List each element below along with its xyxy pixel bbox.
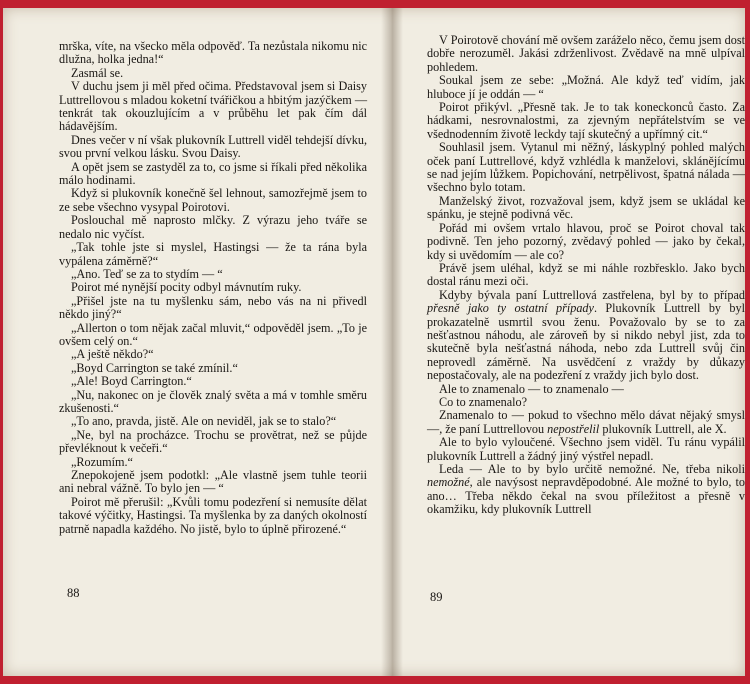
paragraph: Leda — Ale to by bylo určitě nemožné. Ne, třeba nikoli nemožné, ale navýsost nepravděpodobné. Ale možné to bylo, to ano… Třeba někdo čekal na svou příležitost a přesně v okamžiku, kdy plukovník Luttrell [427, 462, 745, 517]
paragraph: „Rozumím.“ [71, 454, 133, 469]
paragraph: „To ano, pravda, jistě. Ale on neviděl, jak se to stalo?“ [71, 414, 337, 429]
paragraph: „Nu, nakonec on je člověk znalý světa a má v tomhle směru zkušenosti.“ [59, 387, 367, 415]
paragraph: Ale to bylo vyloučené. Všechno jsem viděl. Tu ránu vypálil plukovník Luttrell a žádný jiný výstřel nepadl. [427, 435, 745, 463]
paragraph: Co to znamenalo? [439, 394, 527, 409]
paragraph: „Allerton o tom nějak začal mluvit,“ odpověděl jsem. „To je ovšem celý on.“ [59, 320, 367, 348]
paragraph: Soukal jsem ze sebe: „Možná. Ale když teď vidím, jak hluboce jí je oddán — “ [427, 73, 745, 101]
left-page-number: 88 [67, 586, 80, 600]
paragraph: Když si plukovník konečně šel lehnout, samozřejmě jsem to ze sebe všechno vysypal Poirotovi. [59, 186, 367, 214]
paragraph: Dnes večer v ní však plukovník Luttrell viděl tehdejší dívku, svou první velkou lásku. Svou Daisy. [59, 132, 367, 161]
paragraph: Kdyby bývala paní Luttrellová zastřelena, byl by to případ přesně jako ty ostatní případy. Plukovník Luttrell by byl prokazatelně usmrtil svou ženu. Považovalo by se to za nešťastnou náhodu, ale zároveň by si nikdo nebyl jist, zda to skutečně byla nešťastná náhoda, nebo zda Luttrell svůj čin neprovedl záměrně. Na usvědčení z vraždy by důkazy nepostačovaly, ale na podezření z vraždy jich bylo dost. [427, 287, 745, 383]
paragraph: mrška, víte, na všecko měla odpověď. Ta nezůstala nikomu nic dlužna, holka jedna!“ [59, 39, 367, 67]
paragraph: „A ještě někdo?“ [71, 347, 154, 362]
paragraph: „Přišel jste na tu myšlenku sám, nebo vás na ni přivedl někdo jiný?“ [59, 293, 367, 322]
book-spread [3, 8, 745, 676]
paragraph: „Boyd Carrington se také zmínil.“ [71, 360, 238, 375]
paragraph: Poirot mě přerušil: „Kvůli tomu podezření si nemusíte dělat takové výčitky, Hastingsi. Ta myšlenka by za daných okolností patrně napadla každého. No jistě, bylo to úplně přirozené.“ [59, 494, 367, 536]
paragraph: V Poirotově chování mě ovšem zaráželo něco, čemu jsem dost dobře nerozuměl. Jakási zdrženlivost. Zvědavě na mně ulpíval pohledem. [427, 33, 745, 74]
paragraph: Poirot mé nynější pocity odbyl mávnutím ruky. [71, 280, 302, 295]
paragraph: „Ano. Teď se za to stydím — “ [71, 266, 223, 281]
paragraph: Zasmál se. [71, 65, 124, 80]
paragraph: Souhlasil jsem. Vytanul mi něžný, láskyplný pohled malých oček paní Luttrellové, když vzhlédla k manželovi, sklánějícímu se nad jejím lůžkem. Popichování, netrpělivost, špatná nálada — všechno bylo totam. [427, 140, 745, 195]
left-page-text [59, 40, 367, 536]
paragraph: „Ne, byl na procházce. Trochu se provětrat, než se půjde převléknout k večeři.“ [59, 427, 367, 456]
paragraph: Znepokojeně jsem podotkl: „Ale vlastně jsem tuhle teorii ani nebral vážně. To bylo jen — “ [59, 468, 367, 496]
paragraph: Ale to znamenalo — to znamenalo — [439, 381, 624, 396]
paragraph: Pořád mi ovšem vrtalo hlavou, proč se Poirot choval tak podivně. Ten jeho pozorný, zvědavý pohled — jako by čekal, kdy si uvědomím — ale co? [427, 220, 745, 262]
paragraph: Poirot přikývl. „Přesně tak. Je to tak koneckonců často. Za hádkami, nesrovnalostmi, za zjevným nepřátelstvím se ve všednodenním životě leckdy tají skutečný a upřímný cit.“ [427, 100, 745, 141]
paragraph: Znamenalo to — pokud to všechno mělo dávat nějaký smysl —, že paní Luttrellovou nepostřelil plukovník Luttrell, ale X. [427, 408, 745, 436]
paragraph: A opět jsem se zastyděl za to, co jsme si říkali před několika málo hodinami. [59, 159, 367, 188]
right-page-number: 89 [430, 590, 443, 604]
paragraph: Právě jsem uléhal, když se mi náhle rozbřesklo. Jako bych dostal ránu mezi oči. [427, 260, 745, 289]
right-page-text [427, 34, 745, 517]
paragraph: Manželský život, rozvažoval jsem, když jsem se ukládal ke spánku, je stejně podivná věc. [427, 193, 745, 222]
paragraph: „Tak tohle jste si myslel, Hastingsi — že ta rána byla vypálena záměrně?“ [59, 240, 367, 268]
paragraph: Poslouchal mě naprosto mlčky. Z výrazu jeho tváře se nedalo nic vyčíst. [59, 213, 367, 241]
book-gutter [381, 8, 403, 676]
paragraph: „Ale! Boyd Carrington.“ [71, 374, 192, 389]
paragraph: V duchu jsem ji měl před očima. Představoval jsem si Daisy Luttrellovou s mladou koketní tvářičkou a hbitým jazýčkem — tenkrát tak okouzlujícím a v průběhu let pak čím dál hádavějším. [59, 79, 368, 134]
